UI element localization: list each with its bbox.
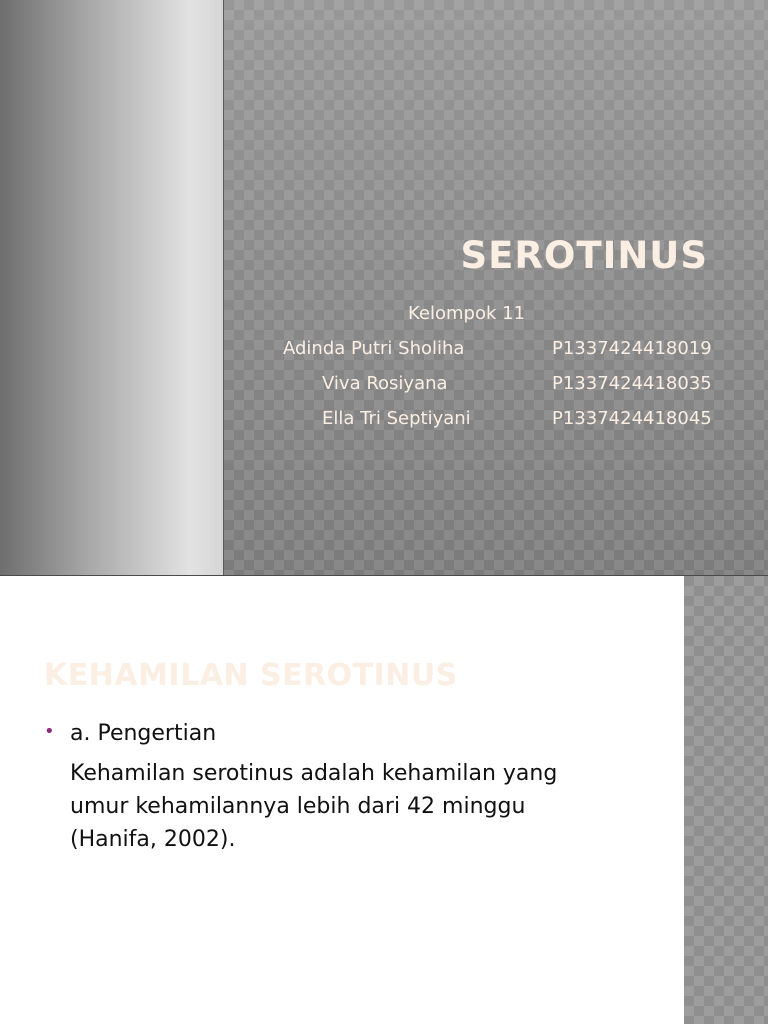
left-gradient-panel — [0, 0, 224, 576]
group-row — [0, 296, 768, 331]
member-nim: P1337424418045 — [552, 408, 712, 429]
patterned-side-stripe — [684, 576, 768, 1024]
member-name: Ella Tri Septiyani — [322, 408, 471, 429]
section-title: KEHAMILAN SEROTINUS — [44, 658, 458, 693]
content-slide — [0, 576, 768, 1024]
patterned-background-panel — [224, 0, 768, 576]
paragraph-line: Kehamilan serotinus adalah kehamilan yang — [70, 761, 558, 786]
member-row — [0, 401, 768, 436]
slide-title: SEROTINUS — [460, 234, 708, 277]
member-nim: P1337424418019 — [552, 338, 712, 359]
bullet-label: a. Pengertian — [70, 721, 217, 746]
member-nim: P1337424418035 — [552, 373, 712, 394]
member-row — [0, 331, 768, 366]
bullet-dot-icon: • — [44, 721, 55, 742]
subtitle-block — [0, 296, 768, 436]
group-label: Kelompok 11 — [408, 303, 526, 324]
paragraph-line: umur kehamilannya lebih dari 42 minggu — [70, 794, 526, 819]
member-name: Adinda Putri Sholiha — [283, 338, 465, 359]
member-row — [0, 366, 768, 401]
member-name: Viva Rosiyana — [322, 373, 448, 394]
definition-paragraph — [70, 757, 650, 856]
paragraph-line: (Hanifa, 2002). — [70, 827, 236, 852]
